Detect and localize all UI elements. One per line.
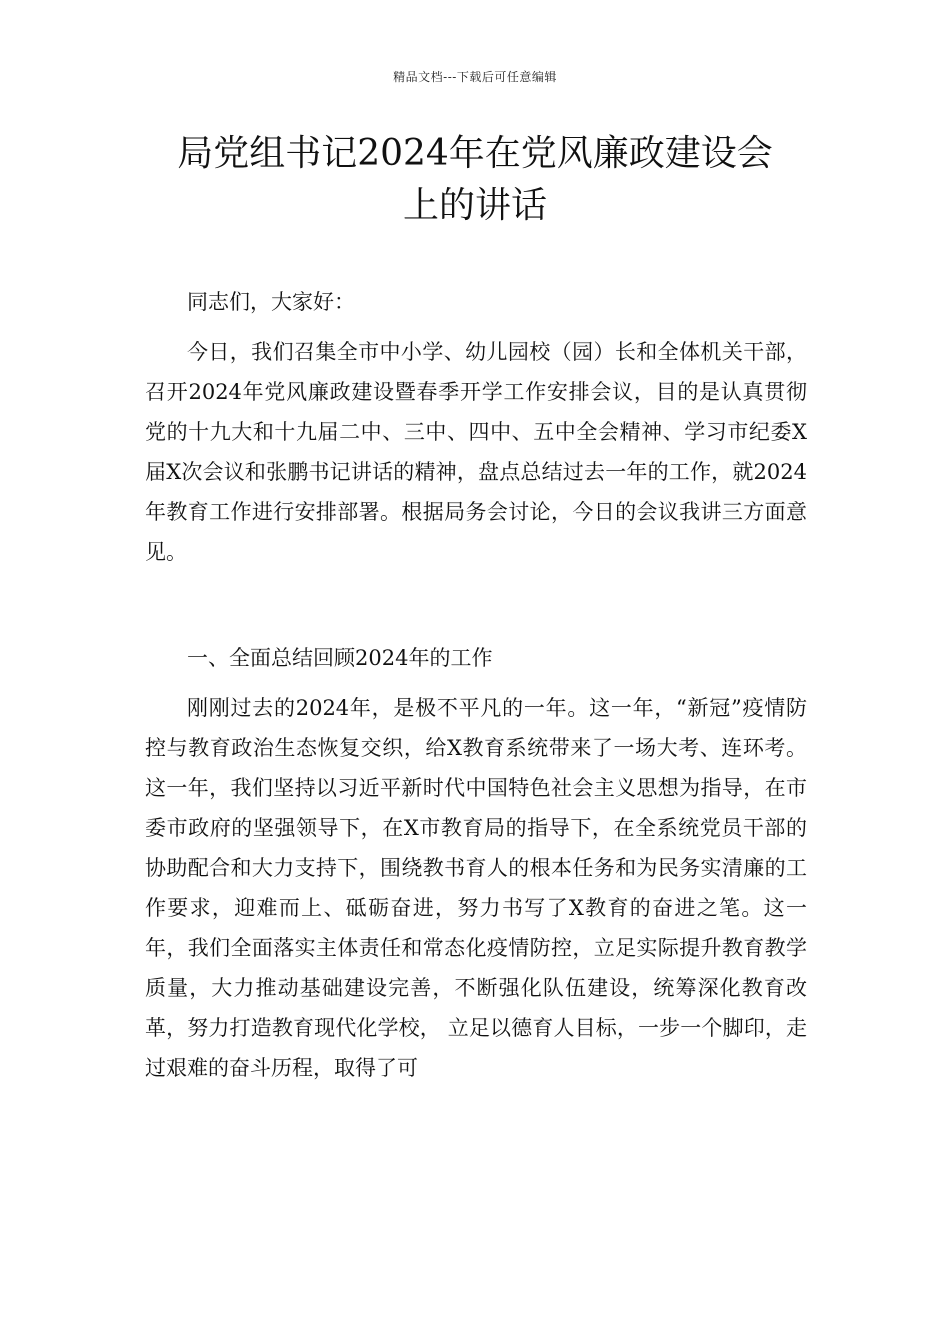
header-note: 精品文档---下载后可任意编辑 xyxy=(393,70,557,84)
title-line-1: 局党组书记2024年在党风廉政建设会 xyxy=(177,133,773,174)
paragraph-review: 刚刚过去的2024年，是极不平凡的一年。这一年，“新冠”疫情防控与教育政治生态恢复交织，给X教育系统带来了一场大考、连环考。这一年，我们坚持以习近平新时代中国特色社会主义思想为指导，在市委市政府的坚强领导下，在X市教育局的指导下，在全系统党员干部的协助配合和大力支持下，围绕教书育人的根本任务和为民务实清廉的工作要求，迎难而上、砥砺奋进，努力书写了X教育的奋进之笔。这一年，我们全面落实主体责任和常态化疫情防控，立足实际提升教育教学质量，大力推动基础建设完善，不断强化队伍建设，统筹深化教育改革，努力打造教育现代化学校， 立足以德育人目标，一步一个脚印，走过艰难的奋斗历程，取得了可 xyxy=(145,696,807,1080)
greeting: 同志们，大家好： xyxy=(187,290,355,314)
document-title xyxy=(145,128,805,232)
paragraph-intro: 今日，我们召集全市中小学、幼儿园校（园）长和全体机关干部，召开2024年党风廉政建设暨春季开学工作安排会议，目的是认真贯彻党的十九大和十九届二中、三中、四中、五中全会精神、学习市纪委X届X次会议和张鹏书记讲话的精神，盘点总结过去一年的工作，就2024年教育工作进行安排部署。根据局务会讨论，今日的会议我讲三方面意见。 xyxy=(145,340,807,564)
document-body xyxy=(145,282,807,1088)
title-line-2: 上的讲话 xyxy=(402,185,547,226)
section-heading-1: 一、全面总结回顾2024年的工作 xyxy=(187,646,493,670)
